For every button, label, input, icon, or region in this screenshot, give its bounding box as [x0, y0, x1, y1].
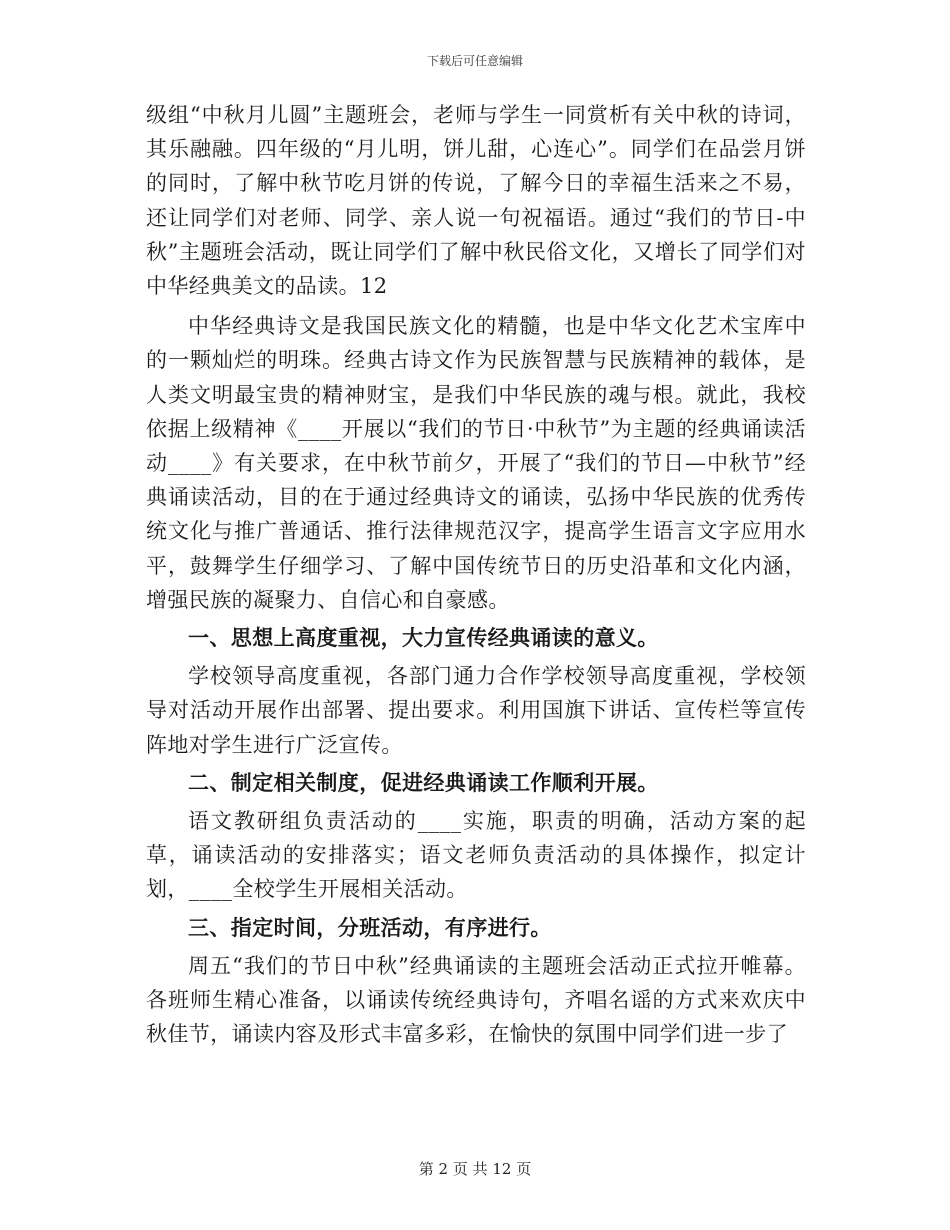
- page-number: 第 2 页 共 12 页: [418, 1160, 532, 1178]
- paragraph-rules: 语文教研组负责活动的____实施，职责的明确，活动方案的起草，诵读活动的安排落实；语文老师负责活动的具体操作，拟定计划，____全校学生开展相关活动。: [146, 809, 806, 902]
- page-header: 下载后可任意编辑: [426, 54, 523, 68]
- section-heading-3: 三、指定时间，分班活动，有序进行。: [188, 914, 552, 940]
- paragraph-classics-intro: 中华经典诗文是我国民族文化的精髓，也是中华文化艺术宝库中的一颗灿烂的明珠。经典古诗文作为民族智慧与民族精神的载体，是人类文明最宝贵的精神财宝，是我们中华民族的魂与根。就此，我校依据上级精神《____开展以“我们的节日·中秋节”为主题的经典诵读活动____》有关要求，在中秋节前夕，开展了“我们的节日—中秋节”经典诵读活动，目的在于通过经典诗文的诵读，弘扬中华民族的优秀传统文化与推广普通话、推行法律规范汉字，提高学生语言文字应用水平，鼓舞学生仔细学习、了解中国传统节日的历史沿革和文化内涵，增强民族的凝聚力、自信心和自豪感。: [146, 314, 806, 612]
- section-heading-2: 二、制定相关制度，促进经典诵读工作顺利开展。: [188, 769, 659, 795]
- paragraph-continued: 级组“中秋月儿圆”主题班会，老师与学生一同赏析有关中秋的诗词，其乐融融。四年级的“月儿明，饼儿甜，心连心”。同学们在品尝月饼的同时，了解中秋节吃月饼的传说，了解今日的幸福生活来之不易，还让同学们对老师、同学、亲人说一句祝福语。通过“我们的节日-中秋”主题班会活动，既让同学们了解中秋民俗文化，又增长了同学们对中华经典美文的品读。12: [146, 103, 806, 299]
- section-heading-1: 一、思想上高度重视，大力宣传经典诵读的意义。: [188, 625, 659, 651]
- document-body: [146, 98, 806, 1051]
- paragraph-activities: 周五“我们的节日中秋”经典诵读的主题班会活动正式拉开帷幕。各班师生精心准备，以诵读传统经典诗句，齐唱名谣的方式来欢庆中秋佳节，诵读内容及形式丰富多彩，在愉快的氛围中同学们进一步了: [146, 953, 806, 1047]
- paragraph-leadership: 学校领导高度重视，各部门通力合作学校领导高度重视，学校领导对活动开展作出部署、提出要求。利用国旗下讲话、宣传栏等宣传阵地对学生进行广泛宣传。: [146, 664, 806, 757]
